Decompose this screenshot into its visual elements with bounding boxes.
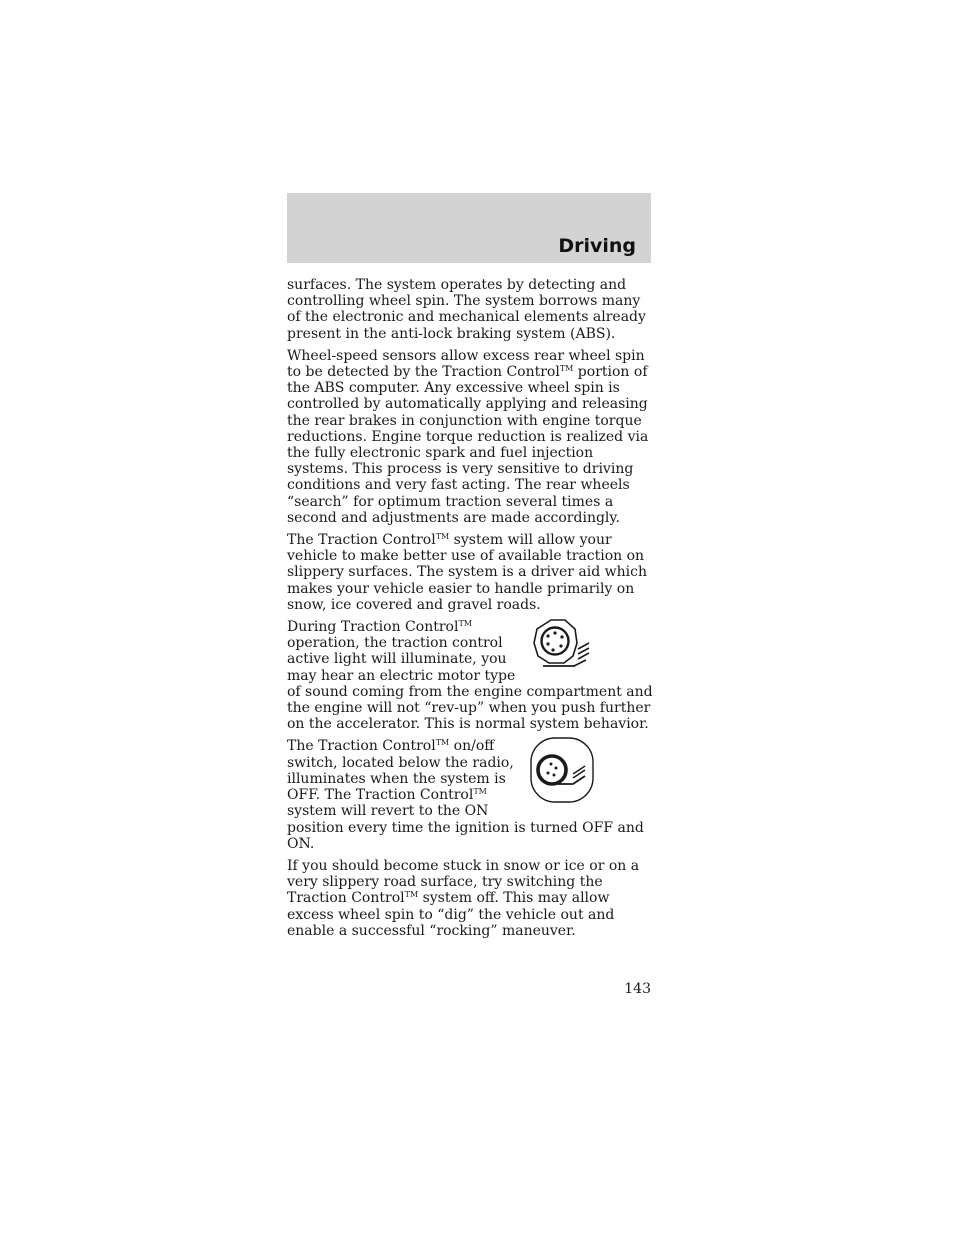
traction-control-switch-icon <box>529 736 595 804</box>
trademark-symbol: TM <box>404 890 419 900</box>
trademark-symbol: TM <box>435 738 450 748</box>
trademark-symbol: TM <box>435 532 450 542</box>
paragraph-wheel-speed-sensors: Wheel-speed sensors allow excess rear wheel spin to be detected by the Traction Control™ portion of the ABS computer. Any excessive wheel spin is controlled by automatically applying and releasing the rear brakes in conjunction with engine torque reductions. Engine torque reduction is realized via the fully electronic spark and fuel injection systems. This process is very sensitive to driving conditions and very fast acting. The rear wheels “search” for optimum traction several times a second and adjustments are made accordingly. <box>287 347 649 526</box>
section-title: Driving <box>558 235 636 257</box>
trademark-symbol: TM <box>458 619 472 629</box>
traction-control-active-light-icon <box>527 619 599 675</box>
page-number: 143 <box>624 981 651 997</box>
paragraph-on-off-switch: The Traction Control™ on/off switch, located below the radio, illuminates when the system is OFF. The Traction Control™ system will revert to the ON position every time the ignition is turned OFF and ON. <box>287 738 644 852</box>
paragraph-stuck-in-snow: If you should become stuck in snow or ice or on a very slippery road surface, try switching the Traction Control™ system off. This may allow excess wheel spin to “dig” the vehicle out and enable a successful “rocking” maneuver. <box>287 857 640 939</box>
trademark-symbol: TM <box>473 787 487 797</box>
paragraph-system-overview: surfaces. The system operates by detecting and controlling wheel spin. The system borrows many of the electronic and mechanical elements already present in the anti-lock braking system (ABS). <box>287 277 646 342</box>
section-header <box>287 193 651 263</box>
page-content <box>287 277 653 945</box>
trademark-symbol: TM <box>559 364 574 374</box>
paragraph-traction-benefits: The Traction Control™ system will allow your vehicle to make better use of available traction on slippery surfaces. The system is a driver aid which makes your vehicle easier to handle primarily on snow, ice covered and gravel roads. <box>287 532 647 613</box>
paragraph-active-light: During Traction Control™ operation, the traction control active light will illuminate, you may hear an electric motor type of sound coming from the engine compartment and the engine will not “rev-up” when you push further on the accelerator. This is normal system behavior. <box>287 619 653 733</box>
